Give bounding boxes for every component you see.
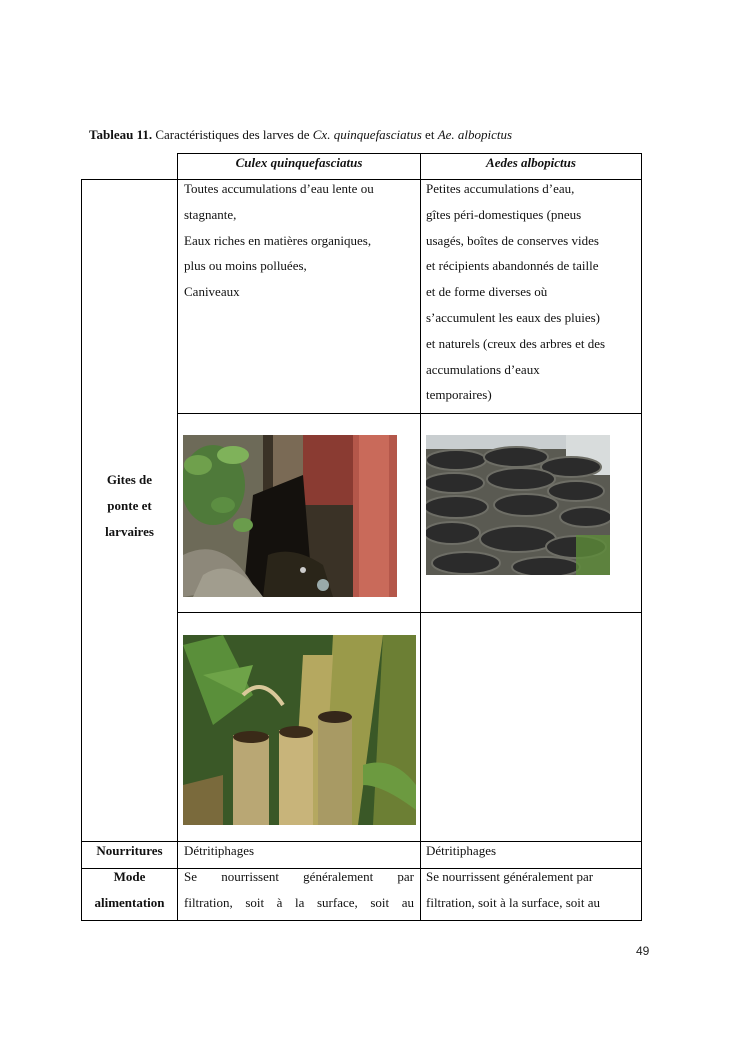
caption-species-1: Cx. quinquefasciatus [312,127,422,142]
text-line: et naturels (creux des arbres et des [426,335,606,351]
text-line: s’accumulent les eaux des pluies) [426,309,600,325]
bamboo-photo [183,635,416,825]
nourritures-culex: Détritiphages [184,843,255,858]
text-line: Toutes accumulations d’eau lente ou [184,181,374,196]
grid-line [81,179,82,921]
text-line: plus ou moins polluées, [184,258,307,274]
mode-culex-text [184,864,414,916]
column-header-aedes: Aedes albopictus [486,155,576,170]
tires-photo [426,435,610,575]
table-caption [89,126,689,143]
text-line: filtration, soit à la surface, soit au [426,894,601,910]
row-label-line: alimentation [94,895,165,910]
text-line: usagés, boîtes de conserves vides [426,232,599,248]
text-line: filtration, soit à la surface, soit au [184,894,414,910]
gutter-photo [183,435,397,597]
row-label-mode [82,864,177,916]
row-label-line: Gites de [106,472,153,487]
text-line: Eaux riches en matières organiques, [184,232,372,248]
grid-line [177,153,178,921]
caption-text-mid: et [421,127,438,142]
gites-aedes-text [426,176,638,408]
row-label-line: ponte et [107,498,152,513]
text-line: Caniveaux [184,284,240,300]
caption-text-start: Caractéristiques des larves de [152,127,313,142]
text-line: gîtes péri-domestiques (pneus [426,206,582,222]
row-label-line: Mode [113,869,146,884]
grid-line [641,153,642,921]
row-label-gites [82,467,177,545]
text-line: Petites accumulations d’eau, [426,181,575,196]
mode-aedes-text [426,864,638,916]
grid-line [81,920,642,921]
grid-line [420,153,421,921]
text-line: Se nourrissent généralement par [426,869,594,884]
column-header-culex: Culex quinquefasciatus [235,155,363,170]
caption-label: Tableau 11. [89,127,153,142]
gites-culex-text [184,176,416,305]
row-label-line: larvaires [105,524,154,539]
text-line: accumulations d’eaux [426,361,540,377]
page-number: 49 [636,944,650,958]
grid-line [177,612,642,613]
text-line: stagnante, [184,206,237,222]
text-line: temporaires) [426,387,492,403]
grid-line [177,413,642,414]
text-line: et récipients abandonnés de taille [426,258,599,274]
caption-species-2: Ae. albopictus [437,127,513,142]
text-line: Se nourrissent généralement par [184,869,414,884]
row-label-nourritures: Nourritures [96,843,163,858]
text-line: et de forme diverses où [426,284,548,300]
nourritures-aedes: Détritiphages [426,843,497,858]
